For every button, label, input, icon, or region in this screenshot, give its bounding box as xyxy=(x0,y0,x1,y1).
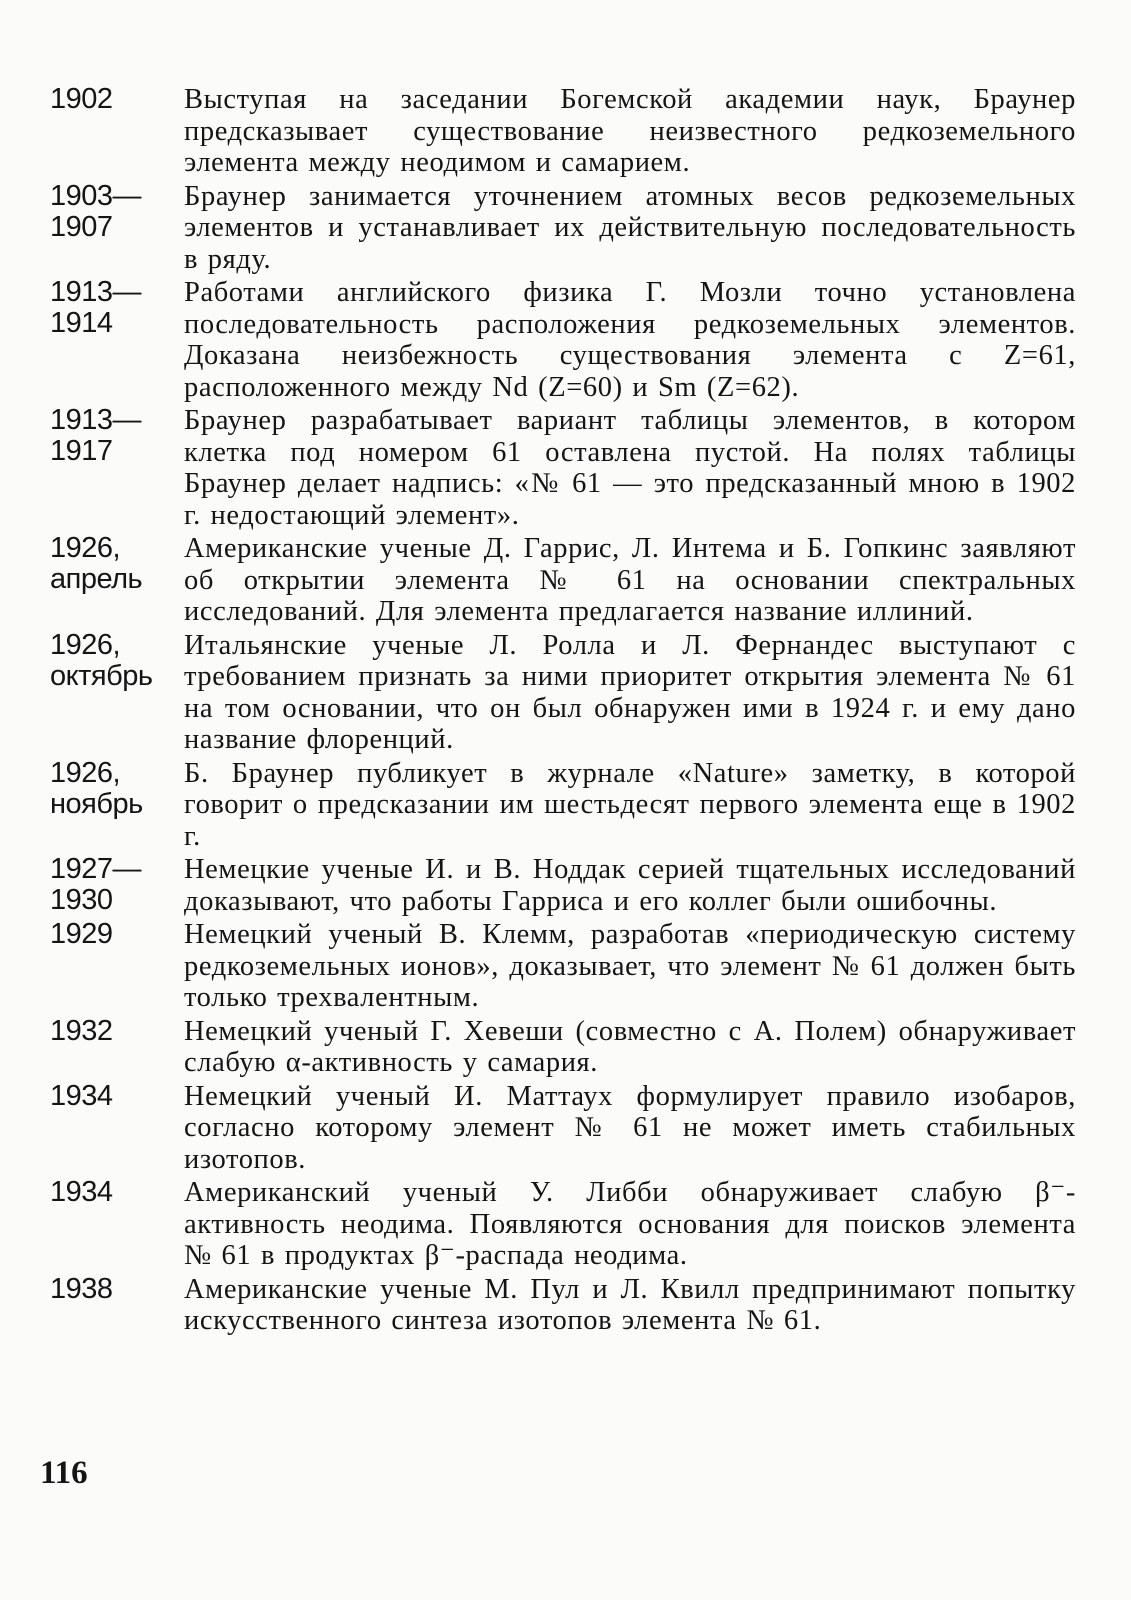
entry-date: 1913— 1914 xyxy=(50,276,142,339)
chronology-entry xyxy=(44,919,1084,1014)
chronology-list xyxy=(44,84,1084,1339)
chronology-entry xyxy=(44,630,1084,756)
entry-text: Б. Браунер публикует в журнале «Nature» заметку, в которой говорит о предсказании им шестьдесят первого элемента еще в 1902 г. xyxy=(184,757,1076,852)
entry-date: 1903— 1907 xyxy=(50,179,142,243)
chronology-entry xyxy=(44,277,1084,403)
entry-date: 1934 xyxy=(50,1176,113,1208)
entry-text: Американские ученые М. Пул и Л. Квилл предпринимают попытку искусственного синтеза изотопов элемента № 61. xyxy=(184,1273,1076,1336)
entry-text: Итальянские ученые Л. Ролла и Л. Фернандес выступают с требованием признать за ними приоритет открытия элемента № 61 на том основании, что он был обнаружен ими в 1924 г. и ему дано название флоренций. xyxy=(184,629,1076,755)
entry-text: Немецкий ученый И. Маттаух формулирует правило изобаров, согласно которому элемент № 61 не может иметь стабильных изотопов. xyxy=(184,1080,1076,1175)
entry-date: 1926, октябрь xyxy=(50,628,153,692)
entry-text: Браунер разрабатывает вариант таблицы элементов, в котором клетка под номером 61 оставлена пустой. На полях таблицы Браунер делает надпись: «№ 61 — это предсказанный мною в 1902 г. недостающий элемент». xyxy=(184,405,1076,531)
page-number: 116 xyxy=(40,1455,88,1491)
entry-date: 1902 xyxy=(50,83,113,115)
entry-text: Работами английского физика Г. Мозли точно установлена последовательность расположения редкоземельных элементов. Доказана неизбежность существования элемента с Z=61, расположенного между Nd (Z=60) и Sm (Z=62). xyxy=(184,277,1076,403)
entry-text: Выступая на заседании Богемской академии наук, Браунер предсказывает существование неизвестного редкоземельного элемента между неодимом и самарием. xyxy=(184,84,1076,178)
chronology-entry xyxy=(44,1081,1084,1176)
chronology-entry xyxy=(44,1016,1084,1079)
entry-date: 1929 xyxy=(50,918,113,950)
entry-date: 1932 xyxy=(50,1014,113,1047)
chronology-entry xyxy=(44,1177,1084,1272)
entry-text: Американский ученый У. Либби обнаруживает слабую β⁻-активность неодима. Появляются основания для поисков элемента № 61 в продуктах β⁻-распада неодима. xyxy=(184,1177,1076,1271)
entry-text: Немецкий ученый Г. Хевеши (совместно с А. Полем) обнаруживает слабую α-активность у самария. xyxy=(184,1015,1076,1078)
entry-date: 1927— 1930 xyxy=(50,853,142,916)
entry-text: Американские ученые Д. Гаррис, Л. Интема и Б. Гопкинс заявляют об открытии элемента № 61 на основании спектральных исследований. Для элемента предлагается название иллиний. xyxy=(184,533,1076,627)
chronology-entry xyxy=(44,181,1084,276)
entry-date: 1926, апрель xyxy=(50,532,143,595)
chronology-entry xyxy=(44,758,1084,853)
entry-date: 1938 xyxy=(50,1272,113,1305)
entry-date: 1926, ноябрь xyxy=(50,756,143,820)
entry-text: Браунер занимается уточнением атомных весов редкоземельных элементов и устанавливает их действительную последовательность в ряду. xyxy=(184,180,1076,275)
entry-date: 1934 xyxy=(50,1079,113,1112)
chronology-entry xyxy=(44,533,1084,628)
entry-text: Немецкие ученые И. и В. Ноддак серией тщательных исследований доказывают, что работы Гарриса и его коллег были ошибочны. xyxy=(184,854,1076,917)
chronology-entry xyxy=(44,405,1084,531)
chronology-entry xyxy=(44,854,1084,917)
chronology-entry xyxy=(44,84,1084,179)
entry-date: 1913— 1917 xyxy=(50,404,142,467)
entry-text: Немецкий ученый В. Клемм, разработав «периодическую систему редкоземельных ионов», доказывает, что элемент № 61 должен быть только трехвалентным. xyxy=(184,919,1076,1013)
chronology-entry xyxy=(44,1274,1084,1337)
